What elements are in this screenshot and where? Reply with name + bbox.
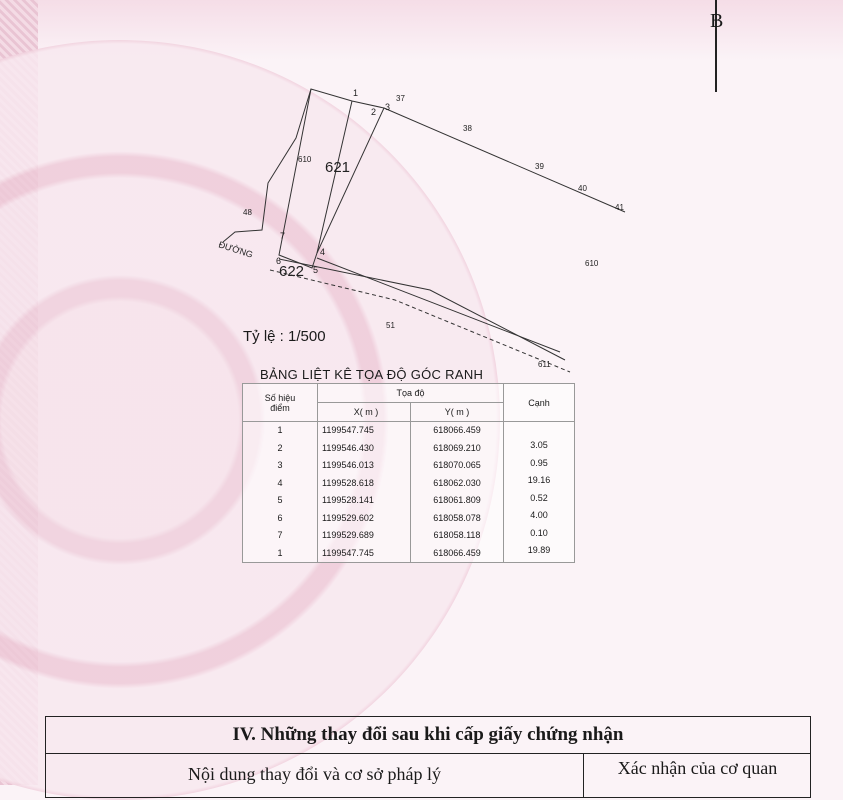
cell-edge: 0.95 bbox=[530, 457, 548, 468]
cell-edge: 0.52 bbox=[530, 492, 548, 503]
cell-x: 1199529.689 bbox=[322, 530, 374, 540]
point-label: 3 bbox=[385, 102, 391, 112]
cell-x: 1199528.618 bbox=[322, 477, 374, 488]
header-point-line1: Số hiệu bbox=[264, 392, 296, 403]
cell-x: 1199546.430 bbox=[322, 442, 374, 453]
point-label: 7 bbox=[280, 231, 286, 241]
cell-point: 2 bbox=[277, 442, 283, 453]
header-point-line2: điểm bbox=[270, 402, 290, 413]
cell-point: 5 bbox=[277, 495, 283, 505]
header-coord: Tọa độ bbox=[318, 384, 504, 403]
neighbor-label: 39 bbox=[535, 162, 544, 171]
neighbor-label: 48 bbox=[243, 208, 252, 217]
cell-edge: 4.00 bbox=[530, 510, 548, 520]
neighbor-label: 37 bbox=[396, 94, 405, 103]
cell-point: 1 bbox=[277, 425, 283, 435]
header-edge: Cạnh bbox=[504, 384, 575, 422]
corner-letter: B bbox=[710, 10, 724, 32]
point-label: 4 bbox=[320, 247, 326, 257]
cell-y: 618062.030 bbox=[433, 477, 481, 488]
cell-y: 618061.809 bbox=[433, 495, 481, 505]
content-column-header: Nội dung thay đổi và cơ sở pháp lý bbox=[46, 754, 584, 797]
neighbor-label: 611 bbox=[538, 360, 551, 369]
cell-edge: 19.89 bbox=[527, 545, 551, 555]
road-south-edge-2 bbox=[317, 258, 560, 352]
changes-section bbox=[45, 716, 811, 798]
coordinate-table bbox=[242, 383, 575, 563]
neighbor-label: 40 bbox=[578, 184, 587, 193]
point-label: 1 bbox=[353, 88, 359, 98]
cell-y: 618069.210 bbox=[433, 442, 481, 453]
road-lower-dashed bbox=[270, 270, 570, 372]
neighbor-label: 610 bbox=[298, 155, 312, 164]
point-label: 6 bbox=[276, 256, 282, 266]
cell-point: 3 bbox=[277, 460, 283, 470]
cell-point: 4 bbox=[277, 477, 283, 488]
header-y: Y( m ) bbox=[411, 403, 504, 422]
road-label: ĐƯỜNG bbox=[217, 239, 255, 260]
scale-label: Tỷ lệ : 1/500 bbox=[243, 328, 326, 345]
cell-y: 618058.078 bbox=[433, 512, 481, 523]
cell-point: 7 bbox=[277, 530, 283, 540]
cell-x: 1199528.141 bbox=[322, 495, 374, 505]
parcel-number: 622 bbox=[279, 263, 305, 280]
table-title: BẢNG LIỆT KÊ TỌA ĐỘ GÓC RANH bbox=[260, 367, 484, 382]
edge-column bbox=[504, 422, 575, 563]
cell-y: 618058.118 bbox=[433, 530, 481, 540]
confirmation-column-header: Xác nhận của cơ quan bbox=[617, 758, 778, 778]
point-column bbox=[243, 422, 318, 563]
cell-point: 1 bbox=[277, 547, 283, 558]
neighbor-label: 51 bbox=[386, 321, 395, 330]
road-north-edge bbox=[384, 108, 625, 212]
point-label: 2 bbox=[371, 107, 377, 117]
y-column bbox=[411, 422, 504, 563]
parcel-number: 621 bbox=[325, 159, 351, 176]
cell-y: 618070.065 bbox=[433, 460, 481, 470]
header-x: X( m ) bbox=[318, 403, 411, 422]
header-point bbox=[243, 384, 318, 422]
neighbor-label: 610 bbox=[585, 259, 599, 268]
cell-x: 1199547.745 bbox=[322, 547, 374, 558]
cell-x: 1199547.745 bbox=[322, 425, 374, 435]
neighbor-label: 38 bbox=[463, 124, 472, 133]
neighbor-label: 41 bbox=[615, 203, 624, 212]
west-boundary bbox=[223, 89, 311, 242]
cell-point: 6 bbox=[277, 512, 283, 523]
section-title: IV. Những thay đổi sau khi cấp giấy chứng nhận bbox=[46, 717, 810, 754]
cell-edge: 0.10 bbox=[530, 527, 548, 538]
parcel-divider bbox=[317, 101, 352, 253]
cell-x: 1199546.013 bbox=[322, 460, 374, 470]
cell-edge: 19.16 bbox=[527, 475, 551, 485]
parcel-boundary bbox=[279, 89, 384, 268]
x-column bbox=[318, 422, 411, 563]
point-label: 5 bbox=[313, 265, 319, 275]
cell-edge: 3.05 bbox=[530, 440, 548, 450]
cell-y: 618066.459 bbox=[433, 547, 481, 558]
cell-y: 618066.459 bbox=[433, 425, 481, 435]
cell-x: 1199529.602 bbox=[322, 512, 374, 523]
